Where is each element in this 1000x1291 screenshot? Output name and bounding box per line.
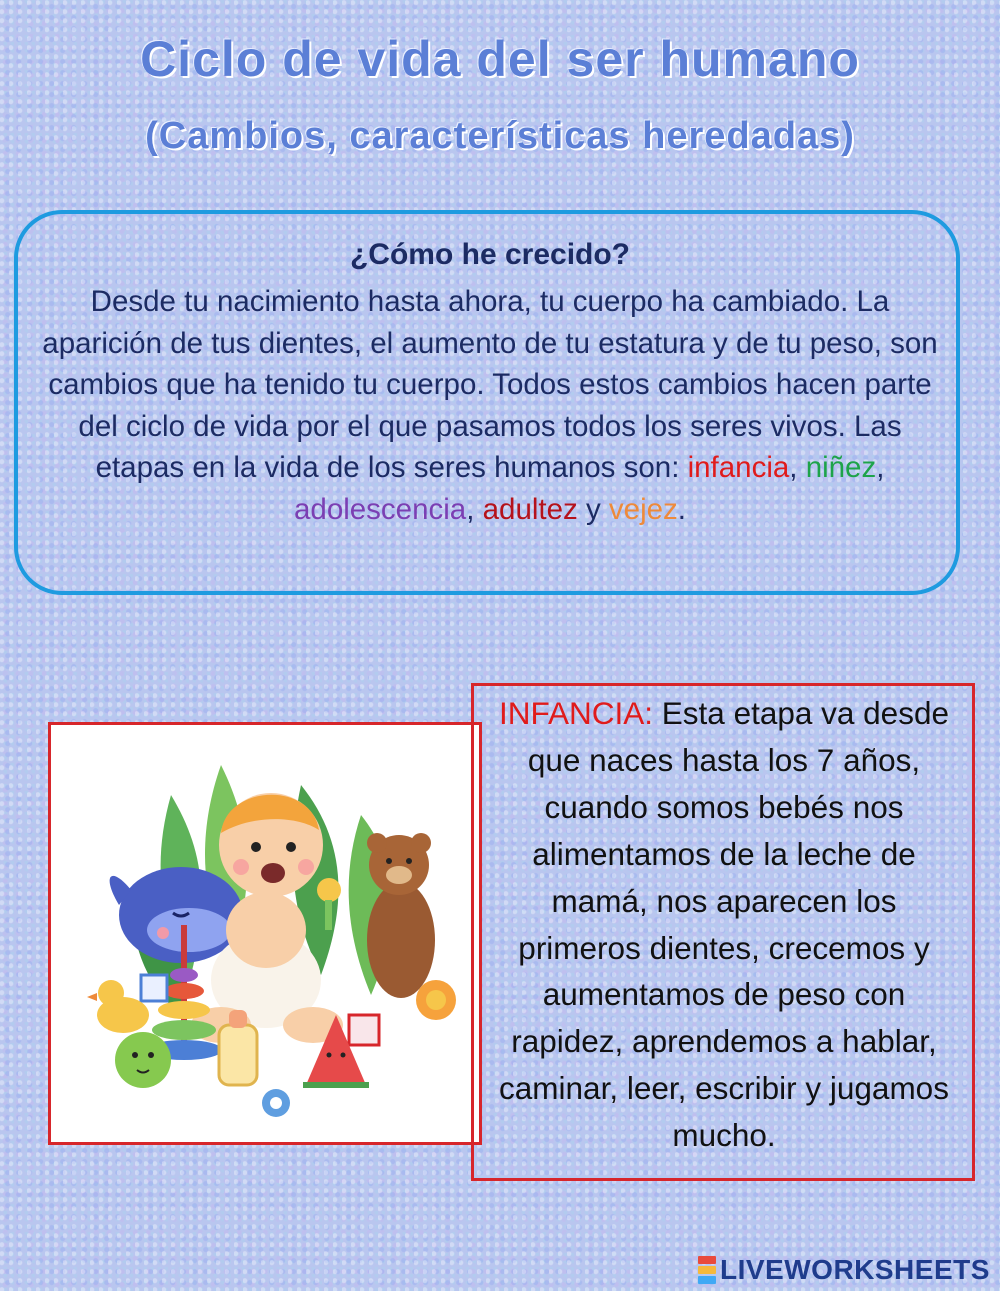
separator: y xyxy=(577,492,609,526)
separator: , xyxy=(876,451,885,484)
liveworksheets-logo-icon xyxy=(698,1255,716,1285)
stage-ninez: niñez xyxy=(805,451,877,484)
stage-adolescencia: adolescencia xyxy=(294,492,467,526)
logo-text: LIVEWORKSHEETS xyxy=(720,1254,990,1285)
page-title: Ciclo de vida del ser humano xyxy=(140,31,860,87)
infancia-image-frame xyxy=(48,722,482,1145)
liveworksheets-logo xyxy=(698,1253,990,1287)
infancia-description xyxy=(486,690,962,1159)
period: . xyxy=(677,492,686,526)
stage-infancia: infancia xyxy=(687,451,790,484)
page-subtitle: (Cambios, características heredadas) xyxy=(145,115,855,157)
stage-adultez: adultez xyxy=(482,492,578,526)
intro-heading: ¿Cómo he crecido? xyxy=(349,238,631,271)
baby-with-toys-illustration xyxy=(51,725,479,1142)
separator: , xyxy=(466,492,483,526)
intro-body: Desde tu nacimiento hasta ahora, tu cuerpo ha cambiado. La aparición de tus dientes, el aumento de tu estatura y de tu peso, son cambios que ha tenido tu cuerpo. Todos estos cambios hacen parte del ciclo de vida por el que pasamos todos los seres vivos. Las etapas en la vida de los seres humanos son: xyxy=(42,285,938,484)
stage-vejez: vejez xyxy=(608,492,678,526)
infancia-body: Esta etapa va desde que naces hasta los 7 años, cuando somos bebés nos alimentamos de la leche de mamá, nos aparecen los primeros dientes, crecemos y aumentamos de peso con rapidez, aprendemos a hablar, caminar, leer, escribir y jugamos mucho. xyxy=(499,695,949,1154)
intro-text xyxy=(40,281,940,530)
infancia-label: INFANCIA: xyxy=(499,695,654,731)
separator: , xyxy=(789,451,806,484)
